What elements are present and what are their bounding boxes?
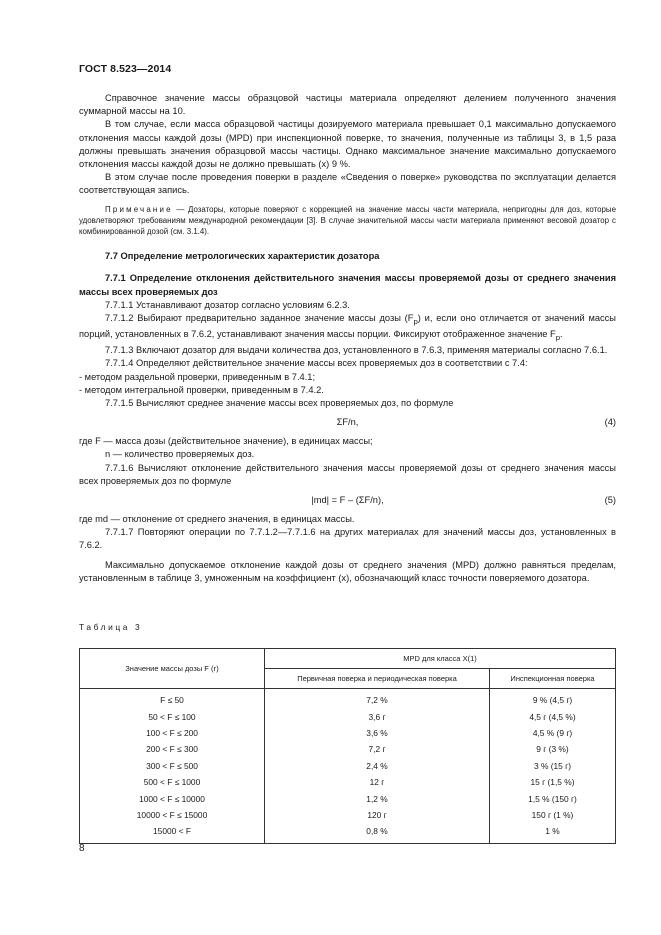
table-row bbox=[80, 708, 616, 724]
paragraph bbox=[79, 312, 616, 344]
table-3 bbox=[79, 648, 616, 844]
paragraph: 7.7.1.4 Определяют действительное значение массы всех проверяемых доз в соответствии с 7.4: bbox=[105, 358, 528, 369]
table-row bbox=[80, 790, 616, 806]
formula-number: (4) bbox=[604, 417, 616, 428]
list-item: - методом интегральной проверки, приведенным в 7.4.2. bbox=[79, 384, 324, 395]
column-header-dose-mass: Значение массы дозы F (г) bbox=[80, 649, 265, 689]
table-caption: Таблица 3 bbox=[79, 622, 143, 632]
page-body bbox=[79, 92, 616, 585]
table-cell: 12 г bbox=[265, 774, 490, 790]
table-cell: 4,5 % (9 г) bbox=[490, 725, 616, 741]
section-heading-7-7-1: 7.7.1 Определение отклонения действительного значения массы проверяемой дозы от среднего значения массы всех проверяемых доз bbox=[79, 273, 616, 297]
subscript: p bbox=[413, 316, 418, 326]
paragraph: Максимально допускаемое отклонение каждой дозы от среднего значения (MPD) должно равняться пределам, установленным в таблице 3, умноженным на коэффициент (x), обозначающий класс точности поверяемого дозатора. bbox=[79, 559, 616, 583]
page-number: 8 bbox=[79, 843, 85, 854]
table-cell: 15 г (1,5 %) bbox=[490, 774, 616, 790]
column-header-inspection: Инспекционная поверка bbox=[490, 669, 616, 689]
text-run: 7.7.1.2 Выбирают предварительно заданное значение массы дозы (F bbox=[105, 313, 414, 324]
table-body bbox=[80, 689, 616, 844]
text-run: . bbox=[560, 329, 563, 340]
paragraph: 7.7.1.1 Устанавливают дозатор согласно условиям 6.2.3. bbox=[105, 299, 350, 310]
table-cell: 4,5 г (4,5 %) bbox=[490, 708, 616, 724]
note bbox=[79, 204, 616, 238]
paragraph: В этом случае после проведения поверки в разделе «Сведения о поверке» руководства по эксплуатации делается соответствующая запись. bbox=[79, 172, 616, 196]
section-heading-7-7: 7.7 Определение метрологических характеристик дозатора bbox=[105, 251, 380, 262]
table-cell: 1,2 % bbox=[265, 790, 490, 806]
table-cell: 200 < F ≤ 300 bbox=[80, 741, 265, 757]
group-header-mpd: MPD для класса X(1) bbox=[265, 649, 616, 669]
note-text: — Дозаторы, которые поверяют с коррекцией на значение массы части материала, непригодны для доз, которые удовлетворяют требованиям международной рекомендации [3]. В случае значительной массы части материала применяют весовой дозатор с комбинированной дозой (см. 3.1.4). bbox=[79, 204, 616, 237]
list-item: - методом раздельной проверки, приведенным в 7.4.1; bbox=[79, 371, 316, 382]
table-row bbox=[80, 807, 616, 823]
table-cell: 15000 < F bbox=[80, 823, 265, 843]
paragraph: 7.7.1.5 Вычисляют среднее значение массы всех проверяемых доз, по формуле bbox=[105, 397, 454, 408]
table-cell: 3,6 г bbox=[265, 708, 490, 724]
formula-expression: ΣF/n, bbox=[336, 417, 359, 428]
table-cell: 9 % (4,5 г) bbox=[490, 689, 616, 709]
table-cell: 150 г (1 %) bbox=[490, 807, 616, 823]
table-cell: 1,5 % (150 г) bbox=[490, 790, 616, 806]
paragraph: 7.7.1.6 Вычисляют отклонение действительного значения массы проверяемой дозы от среднего значения массы всех проверяемых доз по формуле bbox=[79, 462, 616, 486]
paragraph: 7.7.1.3 Включают дозатор для выдачи количества доз, установленного в 7.6.3, применяя материалы согласно 7.6.1. bbox=[105, 345, 608, 356]
table-row bbox=[80, 741, 616, 757]
note-label: Примечание bbox=[105, 204, 173, 214]
table-cell: 50 < F ≤ 100 bbox=[80, 708, 265, 724]
formula-4 bbox=[79, 413, 616, 435]
table-cell: 9 г (3 %) bbox=[490, 741, 616, 757]
paragraph: В том случае, если масса образцовой частицы дозируемого материала превышает 0,1 максимально допускаемого отклонения массы каждой дозы (MPD) при инспекционной поверке, то значения, полученные из таблицы 3, в 1,5 раза должны превышать значения образцовой массы частицы. Однако максимальное значение максимально допускаемого отклонения массы каждой дозы не должно превышать (x) 9 %. bbox=[79, 119, 616, 170]
subscript: p bbox=[555, 332, 561, 342]
table-cell: 10000 < F ≤ 15000 bbox=[80, 807, 265, 823]
table-row bbox=[80, 774, 616, 790]
formula-number: (5) bbox=[604, 495, 616, 505]
where-clause: где F — масса дозы (действительное значение), в единицах массы; bbox=[79, 436, 373, 447]
paragraph: Справочное значение массы образцовой частицы материала определяют делением полученного значения суммарной массы на 10. bbox=[79, 93, 616, 117]
formula-expression: |md| = F – (ΣF/n), bbox=[311, 495, 384, 505]
where-clause: где md — отклонение от среднего значения, в единицах массы. bbox=[79, 514, 355, 524]
formula-5 bbox=[79, 491, 616, 513]
table-cell: 1 % bbox=[490, 823, 616, 843]
where-clause: n — количество проверяемых доз. bbox=[105, 449, 255, 460]
table-cell: 120 г bbox=[265, 807, 490, 823]
table-cell: 300 < F ≤ 500 bbox=[80, 758, 265, 774]
column-header-primary: Первичная поверка и периодическая поверка bbox=[265, 669, 490, 689]
table-cell: 3 % (15 г) bbox=[490, 758, 616, 774]
table-cell: F ≤ 50 bbox=[80, 689, 265, 709]
document-header: ГОСТ 8.523—2014 bbox=[79, 63, 172, 75]
table-cell: 0,8 % bbox=[265, 823, 490, 843]
table-cell: 7,2 % bbox=[265, 689, 490, 709]
table-cell: 1000 < F ≤ 10000 bbox=[80, 790, 265, 806]
table-row bbox=[80, 689, 616, 709]
table-cell: 500 < F ≤ 1000 bbox=[80, 774, 265, 790]
table-cell: 7,2 г bbox=[265, 741, 490, 757]
table-row bbox=[80, 725, 616, 741]
table-cell: 3,6 % bbox=[265, 725, 490, 741]
table-row bbox=[80, 823, 616, 843]
table-cell: 100 < F ≤ 200 bbox=[80, 725, 265, 741]
text-run: ) и, если оно отличается от значений массы порций, установленных в 7.6.2, устанавливают значения массы порции. Фиксируют отображенное значение F bbox=[79, 313, 616, 340]
table-cell: 2,4 % bbox=[265, 758, 490, 774]
paragraph: 7.7.1.7 Повторяют операции по 7.7.1.2—7.7.1.6 на других материалах для значений массы доз, установленных в 7.6.2. bbox=[79, 527, 616, 551]
table-row bbox=[80, 758, 616, 774]
